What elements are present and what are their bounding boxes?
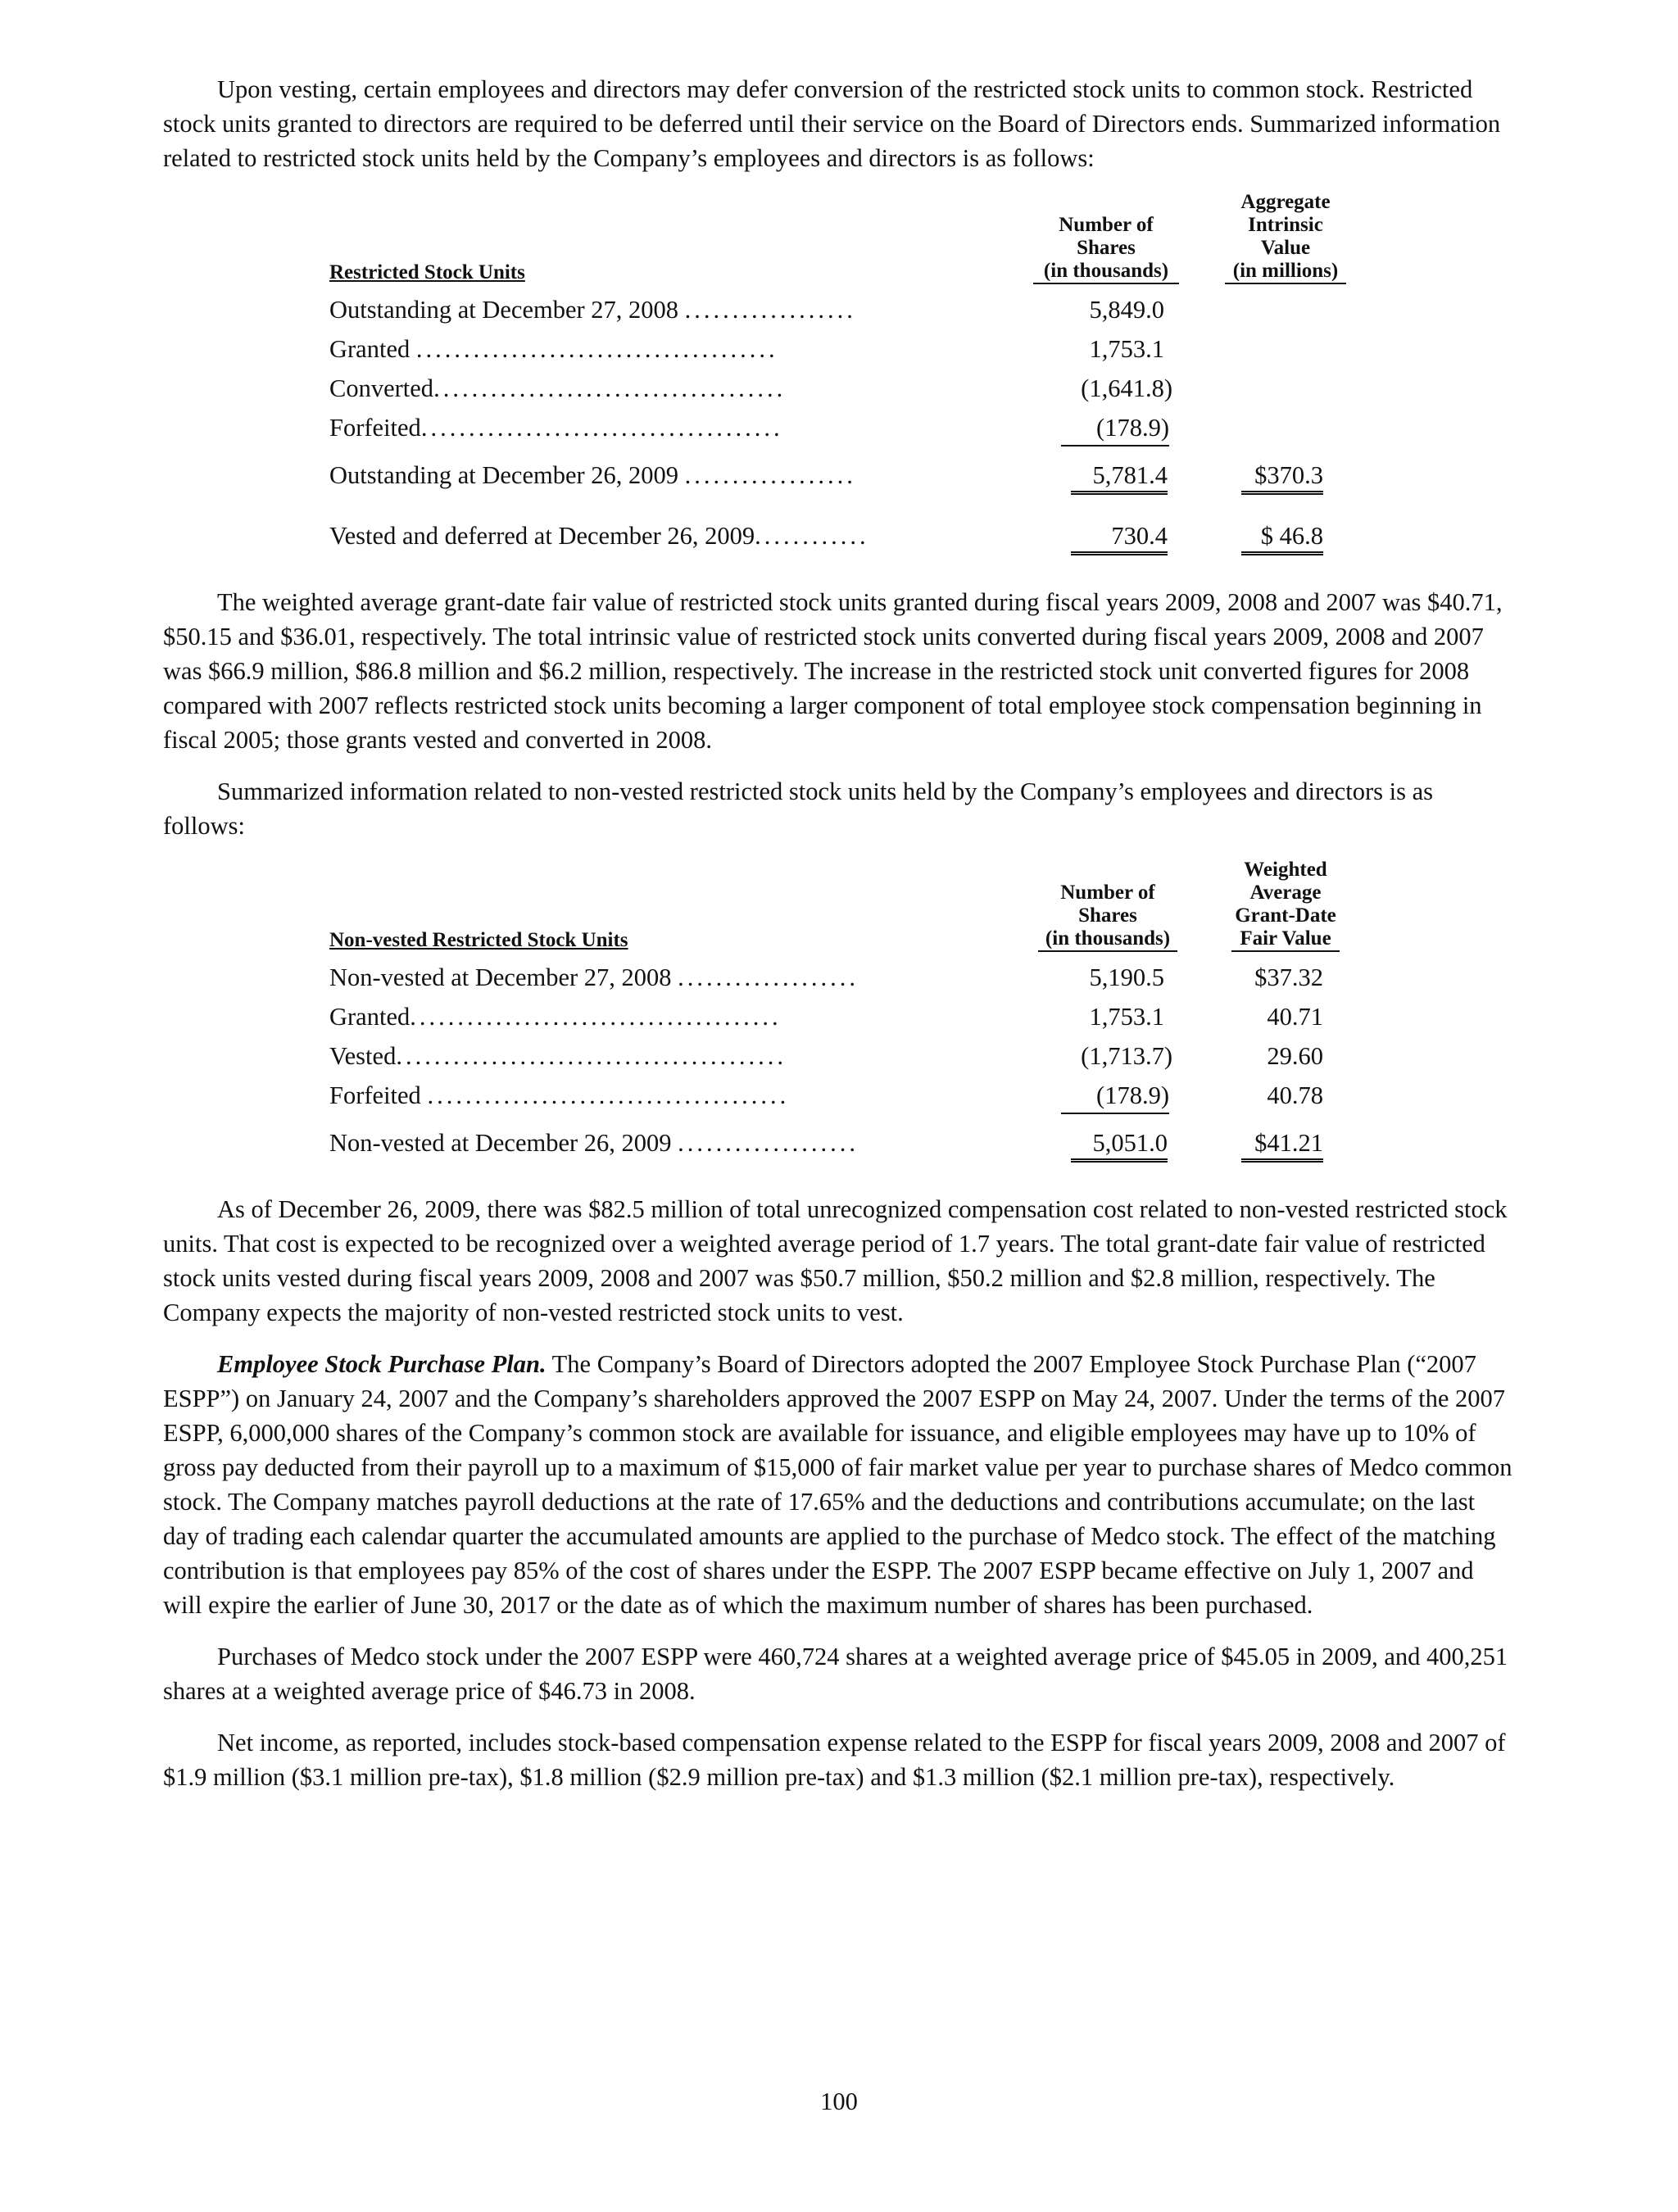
value-cell: $37.32	[1254, 963, 1323, 991]
table-row: Forfeited...................................... (178.9)	[163, 410, 1515, 450]
paragraph-rsu-intro: Upon vesting, certain employees and directors may defer conversion of the restricted stock units to common stock. Restricted stock units granted to directors are required to be deferred until their service on the Board of Directors ends. Summarized information related to restricted stock units held by the Company’s employees and directors is as follows:	[163, 75, 1501, 172]
paragraph-espp: Employee Stock Purchase Plan. The Company’s Board of Directors adopted the 2007 Employee Stock Purchase Plan (“2007 ESPP”) on January 24, 2007 and the Company’s shareholders approved the 2007 ESPP on May 24, 2007. Under the terms of the 2007 ESPP, 6,000,000 shares of the Company’s common stock are available for issuance, and eligible employees may have up to 10% of gross pay deducted from their payroll up to a maximum of $15,000 of fair market value per year to purchase shares of Medco common stock. The Company matches payroll deductions at the rate of 17.65% and the deductions and contributions accumulate; on the last day of trading each calendar quarter the accumulated amounts are applied to the purchase of Medco stock. The effect of the matching contribution is that employees pay 85% of the cost of shares under the ESPP. The 2007 ESPP became effective on July 1, 2007 and will expire the earlier of June 30, 2017 or the date as of which the maximum number of shares has been purchased.	[163, 1350, 1512, 1619]
shares-column-header: Number of Shares (in thousands)	[1038, 882, 1177, 952]
value-cell: 40.71	[1267, 1003, 1323, 1031]
value-cell: $41.21	[1241, 1126, 1323, 1163]
table-row: Vested......................................... (1,713.7) 29.60	[163, 1039, 1515, 1078]
nonvested-stock-units-table	[163, 860, 1515, 1165]
paragraph-unrecognized-cost: As of December 26, 2009, there was $82.5 million of total unrecognized compensation cost related to non-vested restricted stock units. That cost is expected to be recognized over a weighted average period of 1.7 years. The total grant-date fair value of restricted stock units vested during fiscal years 2009, 2008 and 2007 was $50.7 million, $50.2 million and $2.8 million, respectively. The Company expects the majority of non-vested restricted stock units to vest.	[163, 1195, 1508, 1326]
shares-cell: (178.9)	[1061, 1078, 1169, 1114]
espp-heading: Employee Stock Purchase Plan.	[217, 1350, 546, 1378]
value-cell: 40.78	[1267, 1081, 1323, 1109]
table-row: Outstanding at December 26, 2009 .................. 5,781.4 $370.3	[163, 458, 1515, 497]
shares-cell: 5,781.4	[1071, 458, 1168, 495]
paragraph-espp-purchases: Purchases of Medco stock under the 2007 ESPP were 460,724 shares at a weighted average price of $45.05 in 2009, and 400,251 shares at a weighted average price of $46.73 in 2008.	[163, 1643, 1508, 1705]
page-number: 100	[820, 2087, 858, 2115]
table-row: Granted....................................... 1,753.1 40.71	[163, 999, 1515, 1039]
value-cell: $370.3	[1241, 458, 1323, 495]
shares-cell: 5,051.0	[1071, 1126, 1168, 1163]
value-column-header: Weighted Average Grant-Date Fair Value	[1231, 859, 1340, 952]
table-title: Restricted Stock Units	[329, 261, 525, 283]
shares-cell: 5,849.0	[1089, 296, 1164, 324]
value-cell: $ 46.8	[1241, 519, 1323, 555]
table-row: Granted ...................................... 1,753.1	[163, 332, 1515, 371]
shares-column-header: Number of Shares (in thousands)	[1033, 214, 1179, 284]
value-cell: 29.60	[1267, 1042, 1323, 1070]
table-header	[163, 193, 1515, 284]
shares-cell: 730.4	[1071, 519, 1168, 555]
paragraph-fair-value: The weighted average grant-date fair value of restricted stock units granted during fiscal years 2009, 2008 and 2007 was $40.71, $50.15 and $36.01, respectively. The total intrinsic value of restricted stock units converted during fiscal years 2009, 2008 and 2007 was $66.9 million, $86.8 million and $6.2 million, respectively. The increase in the restricted stock unit converted figures for 2008 compared with 2007 reflects restricted stock units becoming a larger component of total employee stock compensation beginning in fiscal 2005; those grants vested and converted in 2008.	[163, 588, 1503, 754]
shares-cell: (1,713.7)	[1081, 1042, 1172, 1070]
table-row: Non-vested at December 27, 2008 ................... 5,190.5 $37.32	[163, 960, 1515, 999]
table-row: Outstanding at December 27, 2008 .................. 5,849.0	[163, 292, 1515, 332]
table-title: Non-vested Restricted Stock Units	[329, 929, 628, 951]
value-column-header: Aggregate Intrinsic Value (in millions)	[1225, 191, 1346, 284]
paragraph-nonvested-intro: Summarized information related to non-vested restricted stock units held by the Company’s employees and directors is as follows:	[163, 777, 1433, 840]
shares-cell: 1,753.1	[1089, 1003, 1164, 1031]
table-row: Vested and deferred at December 26, 2009............ 730.4 $ 46.8	[163, 519, 1515, 558]
table-row: Forfeited ...................................... (178.9) 40.78	[163, 1078, 1515, 1117]
table-row: Converted..................................... (1,641.8)	[163, 371, 1515, 410]
shares-cell: 5,190.5	[1089, 963, 1164, 991]
table-header	[163, 860, 1515, 952]
table-row: Non-vested at December 26, 2009 ................... 5,051.0 $41.21	[163, 1126, 1515, 1165]
restricted-stock-units-table	[163, 193, 1515, 558]
shares-cell: 1,753.1	[1089, 335, 1164, 363]
document-page	[163, 72, 1515, 1811]
shares-cell: (1,641.8)	[1081, 374, 1172, 402]
shares-cell: (178.9)	[1061, 410, 1169, 446]
paragraph-net-income: Net income, as reported, includes stock-based compensation expense related to the ESPP for fiscal years 2009, 2008 and 2007 of $1.9 million ($3.1 million pre-tax), $1.8 million ($2.9 million pre-tax) and $1.3 million ($2.1 million pre-tax), respectively.	[163, 1729, 1506, 1791]
